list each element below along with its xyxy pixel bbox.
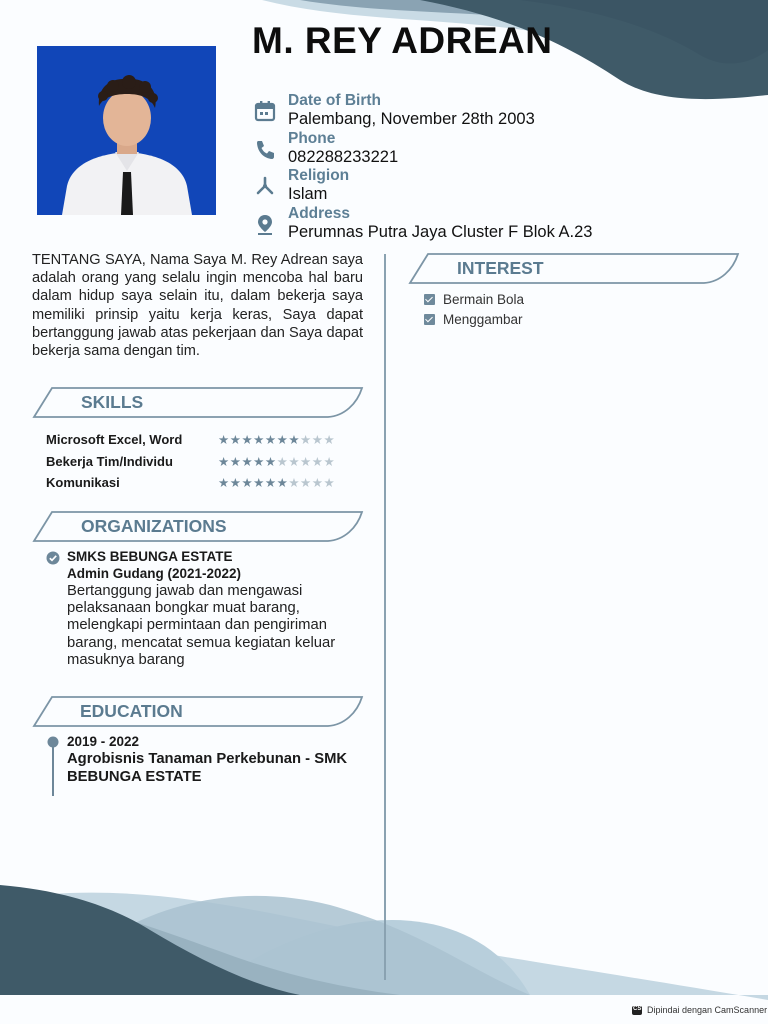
star-empty-icon: ★ [323,455,336,469]
contact-address [254,205,654,243]
star-filled-icon: ★ [241,476,254,490]
star-filled-icon: ★ [241,455,254,469]
organizations-heading [32,510,366,544]
timeline-marker [46,736,60,798]
section-title: INTEREST [457,258,544,278]
star-empty-icon: ★ [300,433,312,447]
interest-label: Menggambar [443,312,523,327]
scan-watermark-text: Dipindai dengan CamScanner [647,1005,768,1015]
phone-icon [254,138,276,160]
star-filled-icon: ★ [241,433,254,447]
checkbox-icon [424,314,435,325]
star-filled-icon: ★ [218,476,230,490]
contact-phone [254,130,654,168]
star-filled-icon: ★ [253,476,265,490]
skill-rating [218,475,335,490]
about-paragraph: TENTANG SAYA, Nama Saya M. Rey Adrean saya adalah orang yang selalu ingin mencoba hal baru dalam hidup saya selain itu, dalam bekerja saya memiliki prinsip yaitu kerja keras, Saya dapat bertanggung jawab atas pekerjaan dan Saya dapat bekerja sama dengan tim. [32,252,363,360]
section-title: SKILLS [81,392,144,412]
star-filled-icon: ★ [276,476,289,490]
education-school: Agrobisnis Tanaman Perkebunan - SMK BEBUNGA ESTATE [67,751,348,785]
contact-value: 082288233221 [288,148,399,166]
star-filled-icon: ★ [229,433,242,447]
contact-label: Address [288,205,351,222]
star-empty-icon: ★ [300,476,312,490]
skill-rating [218,432,335,447]
check-circle-icon [46,551,60,565]
star-empty-icon: ★ [311,455,324,469]
section-title: ORGANIZATIONS [81,516,227,536]
star-empty-icon: ★ [288,455,301,469]
star-empty-icon: ★ [323,476,336,490]
star-filled-icon: ★ [276,433,289,447]
organization-role: Admin Gudang (2021-2022) [67,566,242,581]
star-empty-icon: ★ [311,433,324,447]
camscanner-logo-icon [632,1006,642,1015]
contact-value: Islam [288,185,328,203]
star-filled-icon: ★ [288,433,301,447]
skill-name: Bekerja Tim/Individu [46,454,173,469]
education-heading [32,695,366,729]
star-empty-icon: ★ [311,476,324,490]
skill-name: Komunikasi [46,475,120,490]
skills-heading [32,386,366,420]
star-filled-icon: ★ [229,476,242,490]
checkbox-icon [424,294,435,305]
star-filled-icon: ★ [264,476,277,490]
star-filled-icon: ★ [218,433,230,447]
star-empty-icon: ★ [300,455,312,469]
star-filled-icon: ★ [264,455,277,469]
skill-name: Microsoft Excel, Word [46,432,183,447]
star-filled-icon: ★ [253,433,265,447]
star-filled-icon: ★ [253,455,265,469]
interest-heading [408,252,742,286]
contact-label: Phone [288,130,336,147]
star-empty-icon: ★ [276,455,289,469]
contact-label: Religion [288,167,350,184]
contact-date-of-birth [254,92,654,130]
contact-label: Date of Birth [288,92,381,109]
contact-value: Palembang, November 28th 2003 [288,110,535,128]
skill-rating [218,454,335,469]
religion-icon [254,175,276,197]
organization-description: Bertanggung jawab dan mengawasi pelaksanaan bongkar muat barang, melengkapi permintaan dan pengiriman barang, mencatat semua kegiatan keluar masuknya barang [67,583,336,668]
location-pin-icon [254,213,276,235]
star-filled-icon: ★ [218,455,230,469]
column-divider [384,254,386,980]
profile-photo [37,46,216,215]
contact-value: Perumnas Putra Jaya Cluster F Blok A.23 [288,223,593,241]
interest-label: Bermain Bola [443,292,525,307]
star-filled-icon: ★ [229,455,242,469]
star-filled-icon: ★ [264,433,277,447]
resume-name: M. REY ADREAN [252,20,553,61]
organization-title: SMKS BEBUNGA ESTATE [67,549,233,564]
section-title: EDUCATION [80,701,183,721]
star-empty-icon: ★ [288,476,301,490]
education-years: 2019 - 2022 [67,734,140,749]
contact-religion [254,167,654,205]
star-empty-icon: ★ [323,433,336,447]
calendar-icon [254,100,276,122]
